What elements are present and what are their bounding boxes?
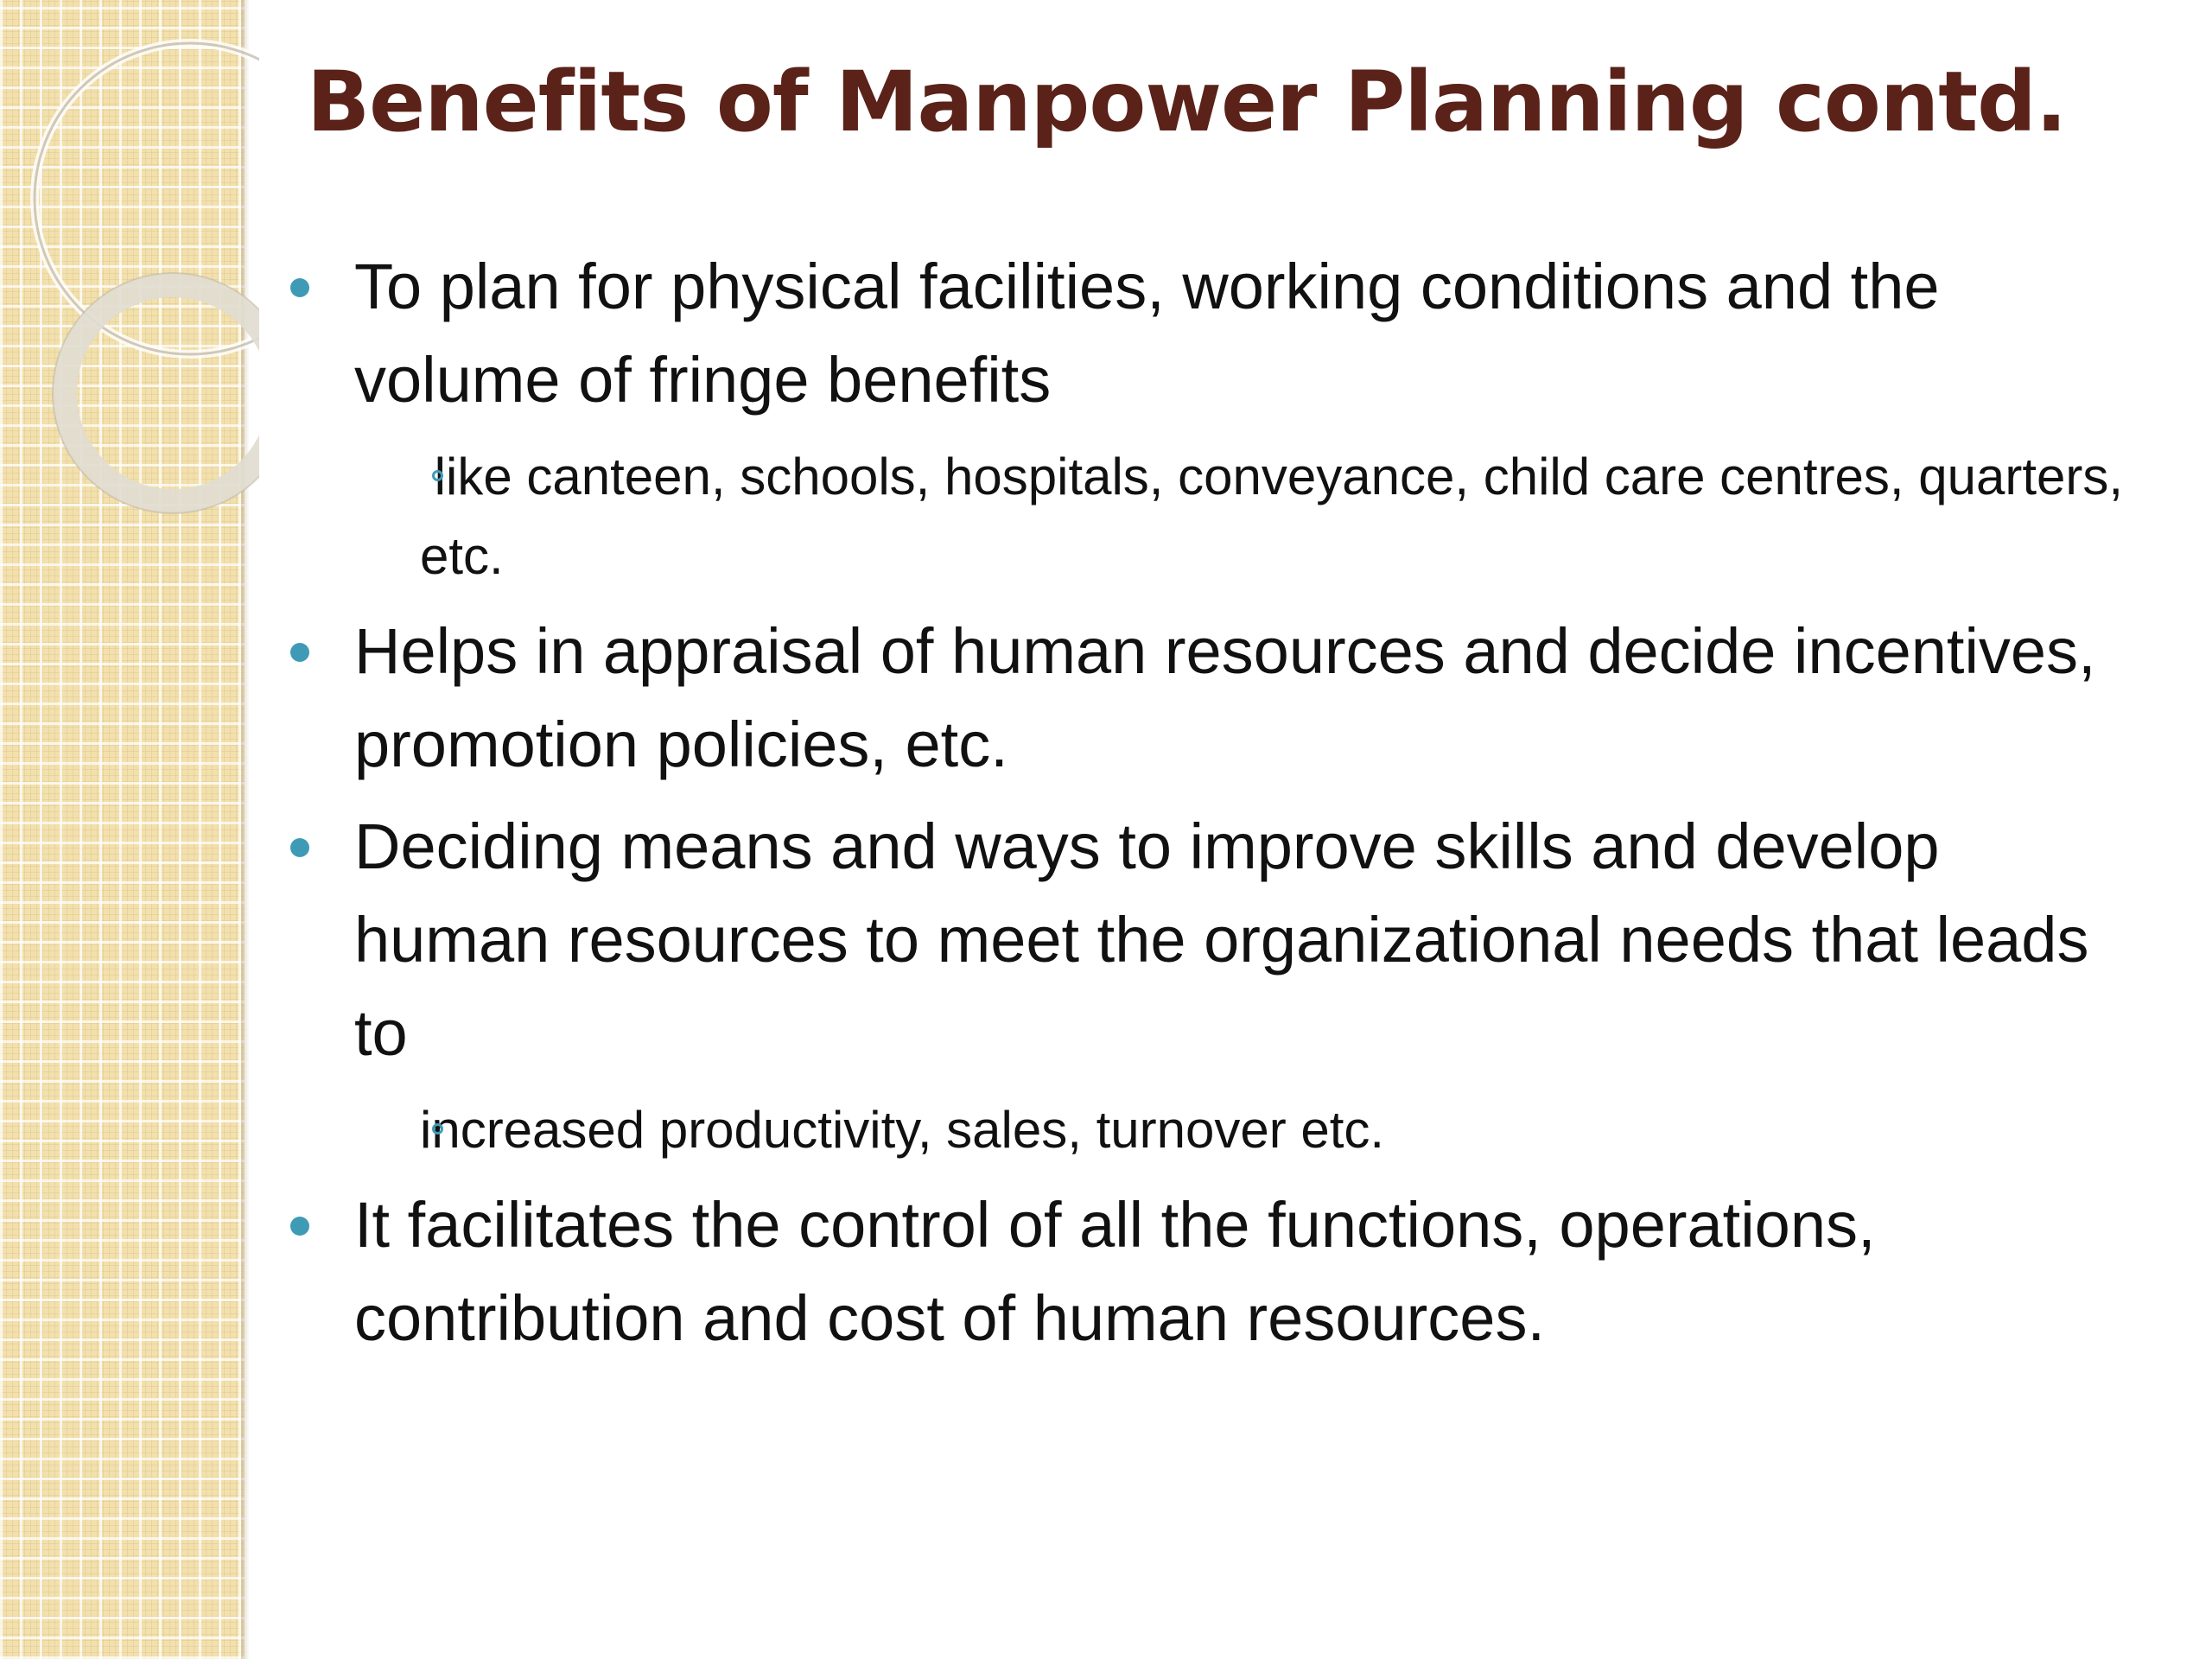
bullet-dot-icon bbox=[290, 1217, 309, 1236]
slide-title: Benefits of Manpower Planning contd. bbox=[307, 54, 2067, 150]
sub-bullet-text: like canteen, schools, hospitals, conveyance, child care centres, quarters, etc. bbox=[420, 448, 2138, 585]
bullet-text: To plan for physical facilities, working conditions and the volume of fringe benefits bbox=[354, 251, 1940, 416]
bullet-dot-icon bbox=[290, 643, 309, 662]
bullet-text: It facilitates the control of all the functions, operations, contribution and cost of human resources. bbox=[354, 1189, 1876, 1354]
bullet-ring-icon bbox=[432, 470, 443, 481]
sub-bullet-item bbox=[354, 437, 2138, 596]
sub-bullet-list bbox=[354, 1090, 2134, 1170]
bullet-dot-icon bbox=[290, 278, 309, 297]
bullet-item bbox=[285, 605, 2134, 791]
bullet-list bbox=[285, 233, 2138, 1365]
bullet-item bbox=[285, 240, 2138, 596]
bullet-dot-icon bbox=[290, 838, 309, 857]
bullet-text: Deciding means and ways to improve skills and develop human resources to meet the organizational needs that leads to bbox=[354, 810, 2089, 1069]
sub-bullet-list bbox=[354, 437, 2138, 596]
decorative-rings bbox=[0, 0, 259, 553]
sub-bullet-text: increased productivity, sales, turnover etc. bbox=[420, 1101, 1385, 1159]
bullet-text: Helps in appraisal of human resources and decide incentives, promotion policies, etc. bbox=[354, 615, 2096, 780]
bullet-ring-icon bbox=[432, 1123, 443, 1135]
bullet-item bbox=[285, 1179, 2134, 1365]
bullet-item bbox=[285, 800, 2134, 1170]
sub-bullet-item bbox=[354, 1090, 2134, 1170]
